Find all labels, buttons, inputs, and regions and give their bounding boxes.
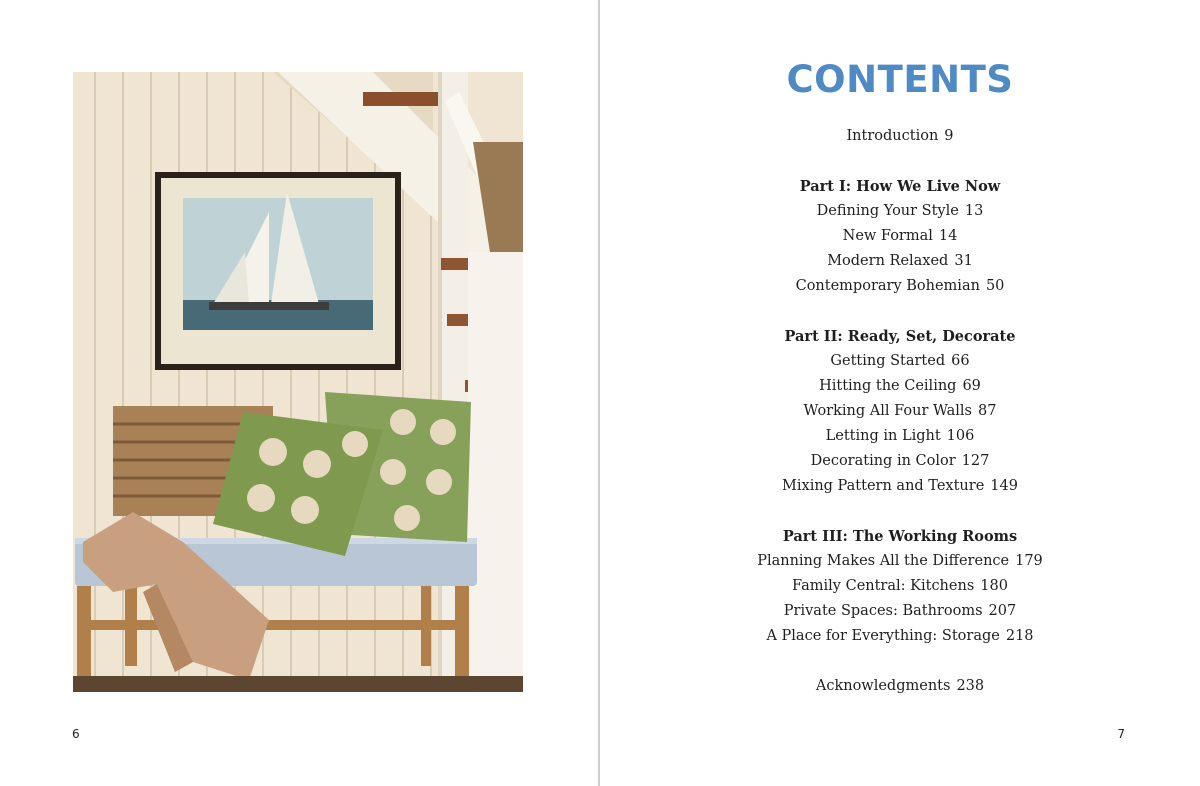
toc-entry-page: 180 (980, 578, 1008, 594)
contents-heading: CONTENTS (786, 58, 1014, 101)
toc-entry-acknowledgments[interactable] (600, 674, 1200, 699)
toc-entry-label: Defining Your Style (816, 203, 959, 219)
toc-entry[interactable] (600, 399, 1200, 424)
toc-entry[interactable] (600, 199, 1200, 224)
right-page (600, 0, 1200, 786)
toc-entry-page: 9 (944, 128, 954, 144)
part-heading: Part I: How We Live Now (799, 178, 1001, 195)
toc-entry-page: 14 (938, 228, 958, 244)
toc-entry[interactable] (600, 449, 1200, 474)
toc-entry-label: New Formal (842, 228, 933, 244)
toc-entry-page: 87 (978, 403, 997, 419)
page-number-left: 6 (72, 727, 80, 741)
toc-entry[interactable] (600, 599, 1200, 624)
toc-entry-label: Contemporary Bohemian (795, 278, 980, 294)
toc-entry-page: 207 (988, 603, 1017, 619)
toc-entry-label: Modern Relaxed (827, 253, 949, 269)
page-number-right: 7 (1117, 727, 1125, 741)
toc-entry-page: 13 (964, 203, 984, 219)
toc-entry-label: Acknowledgments (815, 678, 951, 694)
toc-entry-label: Hitting the Ceiling (819, 378, 957, 394)
toc-entry-label: Planning Makes All the Difference (757, 553, 1010, 569)
toc-entry-page: 31 (954, 253, 973, 269)
toc-entry[interactable] (600, 624, 1200, 649)
toc-entry[interactable] (600, 249, 1200, 274)
toc-entry-page: 127 (961, 453, 990, 469)
toc-entry[interactable] (600, 574, 1200, 599)
toc-entry-label: Working All Four Walls (803, 403, 973, 419)
toc-entry[interactable] (600, 374, 1200, 399)
toc-entry-label: Getting Started (830, 353, 946, 369)
toc-entry-page: 66 (951, 353, 970, 369)
toc-entry-page: 106 (946, 428, 975, 444)
toc-entry[interactable] (600, 549, 1200, 574)
entryway-bench-photo (73, 72, 523, 692)
left-page (0, 0, 598, 786)
toc-entry-label: Private Spaces: Bathrooms (783, 603, 983, 619)
toc-entry-page: 238 (956, 678, 985, 694)
toc-entry[interactable] (600, 274, 1200, 299)
toc-entry[interactable] (600, 224, 1200, 249)
toc-entry-label: Decorating in Color (810, 453, 956, 469)
toc-entry-page: 179 (1015, 553, 1043, 569)
toc-entry[interactable] (600, 349, 1200, 374)
toc-entry-introduction[interactable] (600, 124, 1200, 149)
toc-entry-label: Introduction (846, 128, 939, 144)
toc-entry-page: 50 (985, 278, 1005, 294)
table-of-contents (600, 124, 1200, 699)
toc-entry-label: A Place for Everything: Storage (766, 628, 1000, 644)
toc-entry-page: 149 (990, 478, 1018, 494)
toc-entry-label: Mixing Pattern and Texture (782, 478, 985, 494)
part-heading: Part II: Ready, Set, Decorate (784, 328, 1016, 345)
toc-entry-label: Letting in Light (825, 428, 941, 444)
toc-entry-page: 218 (1005, 628, 1034, 644)
toc-entry[interactable] (600, 424, 1200, 449)
toc-entry-page: 69 (962, 378, 981, 394)
toc-entry[interactable] (600, 474, 1200, 499)
toc-entry-label: Family Central: Kitchens (792, 578, 975, 594)
part-heading: Part III: The Working Rooms (782, 528, 1018, 545)
